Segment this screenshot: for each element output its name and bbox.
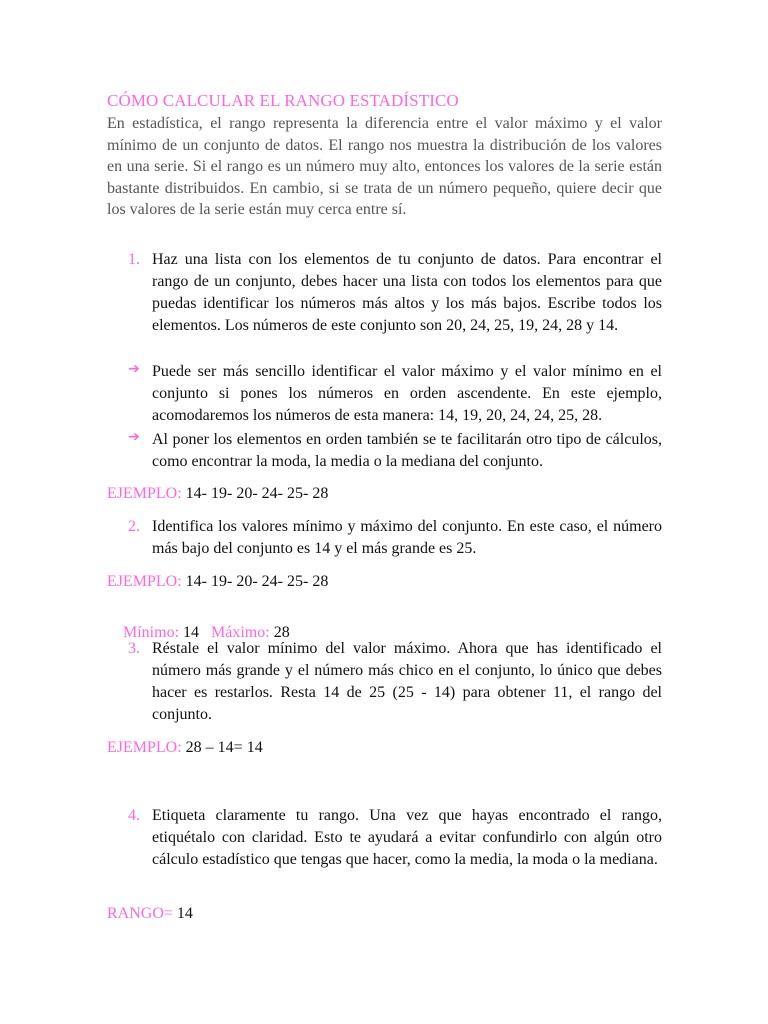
- arrow-right-icon: ➔: [128, 429, 140, 445]
- example-value: 14- 19- 20- 24- 25- 28: [181, 573, 329, 590]
- step-number: 3.: [128, 640, 140, 657]
- step-text: Réstale el valor mínimo del valor máximo. Ahora que has identificado el número más grande y el número más chico en el conjunto, lo único que debes hacer es restarlos. Resta 14 de 25 (25 - 14) para obtener 11, el rango del conjunto.: [152, 640, 662, 723]
- example-2: [107, 573, 328, 591]
- step-text: Haz una lista con los elementos de tu conjunto de datos. Para encontrar el rango de un conjunto, debes hacer una lista con todos los elementos para que puedas identificar los números más altos y los más bajos. Escribe todos los elementos. Los números de este conjunto son 20, 24, 25, 19, 24, 28 y 14.: [152, 251, 662, 334]
- example-value: 14- 19- 20- 24- 25- 28: [181, 485, 329, 502]
- range-label: RANGO=: [107, 905, 173, 922]
- step-number: 1.: [128, 251, 140, 268]
- maximum-label: Máximo:: [211, 624, 270, 641]
- minimum-label: Mínimo:: [123, 624, 180, 641]
- arrow-right-icon: ➔: [128, 361, 140, 377]
- example-label: EJEMPLO:: [107, 739, 182, 756]
- intro-paragraph: En estadística, el rango representa la diferencia entre el valor máximo y el valor mínimo de un conjunto de datos. El rango nos muestra la distribución de los valores en una serie. Si el rango es un número muy alto, entonces los valores de la serie están bastante distribuidos. En cambio, si se trata de un número pequeño, quiere decir que los valores de la serie están muy cerca entre sí.: [107, 115, 662, 218]
- minimum-value: 14: [179, 624, 212, 641]
- example-label: EJEMPLO:: [107, 485, 182, 502]
- step-number: 2.: [128, 518, 140, 535]
- range-result: [107, 905, 193, 923]
- bullet-text: Puede ser más sencillo identificar el valor máximo y el valor mínimo en el conjunto si pones los números en orden ascendente. En este ejemplo, acomodaremos los números de esta manera: 14, 19, 20, 24, 24, 25, 28.: [152, 363, 662, 424]
- step-text: Identifica los valores mínimo y máximo del conjunto. En este caso, el número más bajo del conjunto es 14 y el más grande es 25.: [152, 518, 662, 557]
- example-3: [107, 739, 263, 757]
- bullet-text: Al poner los elementos en orden también se te facilitarán otro tipo de cálculos, como encontrar la moda, la media o la mediana del conjunto.: [152, 431, 662, 470]
- step-text: Etiqueta claramente tu rango. Una vez que hayas encontrado el rango, etiquétalo con claridad. Esto te ayudará a evitar confundirlo con algún otro cálculo estadístico que tengas que hacer, como la media, la moda o la mediana.: [152, 807, 662, 868]
- example-value: 28 – 14= 14: [181, 739, 263, 756]
- step-number: 4.: [128, 807, 140, 824]
- example-label: EJEMPLO:: [107, 573, 182, 590]
- document-title: CÓMO CALCULAR EL RANGO ESTADÍSTICO: [107, 91, 459, 110]
- example-1: [107, 485, 328, 503]
- maximum-value: 28: [269, 624, 290, 641]
- range-value: 14: [172, 905, 193, 922]
